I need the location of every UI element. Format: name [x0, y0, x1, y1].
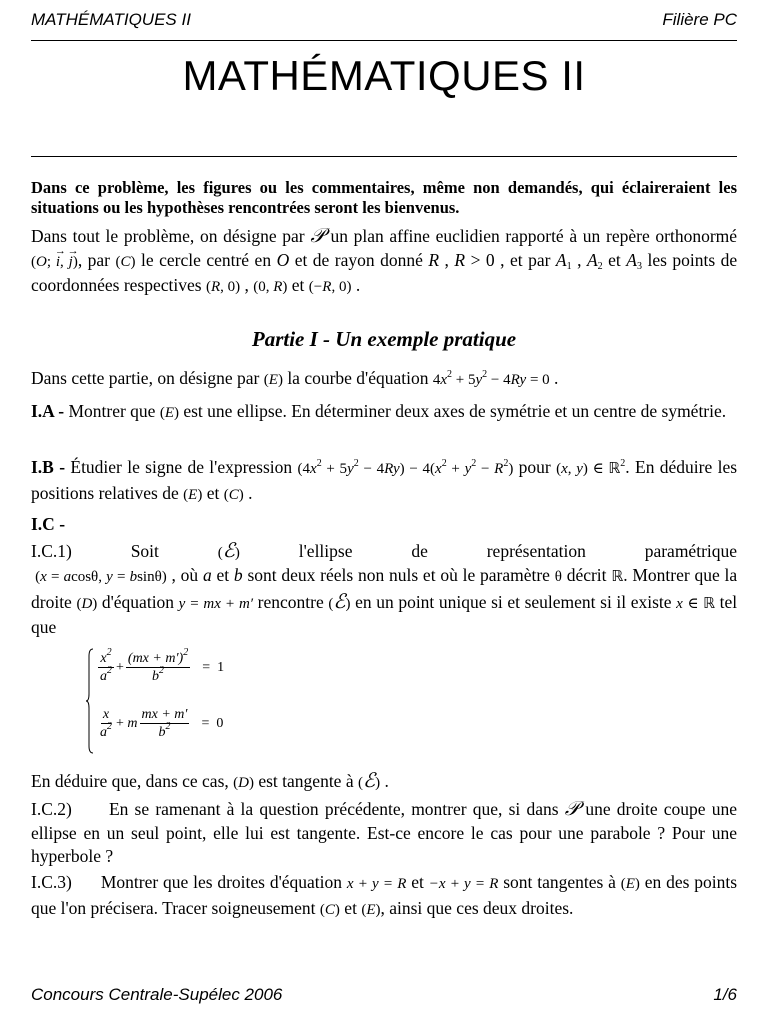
- running-header-left: MATHÉMATIQUES II: [31, 10, 191, 29]
- question-ic2: I.C.2) En se ramenant à la question précédente, montrer que, si dans 𝒫 une droite coupe une ellipse en un seul point, elle lui est tangente. Est-ce encore le cas pour une parabole ? Pour une hyperbole ?: [31, 796, 738, 866]
- intro-notice: Dans ce problème, les figures ou les commentaires, même non demandés, qui éclaireraient les situations ou les hypothèses rencontrées seront les bienvenus.: [31, 178, 737, 217]
- intro-paragraph: Dans tout le problème, on désigne par 𝒫 un plan affine euclidien rapporté à un repère orthonormé (O; → i, → j), par (C) le cercle centré en O et de rayon donné R , R > 0 , et par $A_1$ , $A_2$ et $A_3$ les points de coordonnées respectives (R, 0) , (0, R) et (−R, 0) .: [31, 224, 737, 300]
- equation-1: $\frac{x^2}{a^2}$ + $\frac{(mx + m')^2}{b^2}$ = 1: [100, 647, 225, 684]
- footer-left: Concours Centrale-Supélec 2006: [31, 985, 283, 1004]
- question-ic3: I.C.3) Montrer que les droites d'équation x + y = R et −x + y = R sont tangentes à (E) en des points que l'on précisera. Tracer soigneusement (C) et (E), ainsi que ces deux droites.: [31, 872, 738, 918]
- running-header-right: Filière PC: [662, 10, 737, 29]
- question-ic-label: I.C -: [31, 514, 66, 534]
- part-heading: Partie I - Un exemple pratique: [251, 327, 517, 351]
- equation-2: $\frac{x}{a^2}$ + m $\frac{mx + m'}{b^2}$ = 0: [100, 707, 224, 740]
- title-rule: [31, 156, 737, 157]
- left-brace: [86, 648, 94, 754]
- deduction-line: En déduire que, dans ce cas, (D) est tangente à (ℰ) .: [31, 768, 389, 792]
- question-ia: I.A - Montrer que (E) est une ellipse. En déterminer deux axes de symétrie et un centre de symétrie.: [31, 401, 727, 421]
- page-number: 1/6: [713, 985, 737, 1004]
- page-title: MATHÉMATIQUES II: [182, 52, 586, 99]
- question-ic1-line1: I.C.1) Soit (ℰ) l'ellipse de représentation paramétrique: [31, 538, 738, 562]
- question-ic1-body: (x = acosθ, y = bsinθ) , où a et b sont deux réels non nuls et où le paramètre θ décrit ℝ. Montrer que la droite (D) d'équation y = mx + m′ rencontre (ℰ) en un point unique si et seulement si il existe x ∈ ℝ tel que: [31, 565, 738, 637]
- part-intro: Dans cette partie, on désigne par (E) la courbe d'équation $4x^2 + 5y^2 - 4Ry = 0$ .: [31, 368, 559, 388]
- question-ib: I.B - Étudier le signe de l'expression $(4x^2 + 5y^2 - 4Ry) - 4(x^2 + y^2 - R^2)$ pour (x, y) ∈ ℝ$^2$. En déduire les positions relatives de (E) et (C) .: [31, 457, 738, 503]
- equation-system: [86, 648, 346, 756]
- header-rule: [31, 40, 737, 41]
